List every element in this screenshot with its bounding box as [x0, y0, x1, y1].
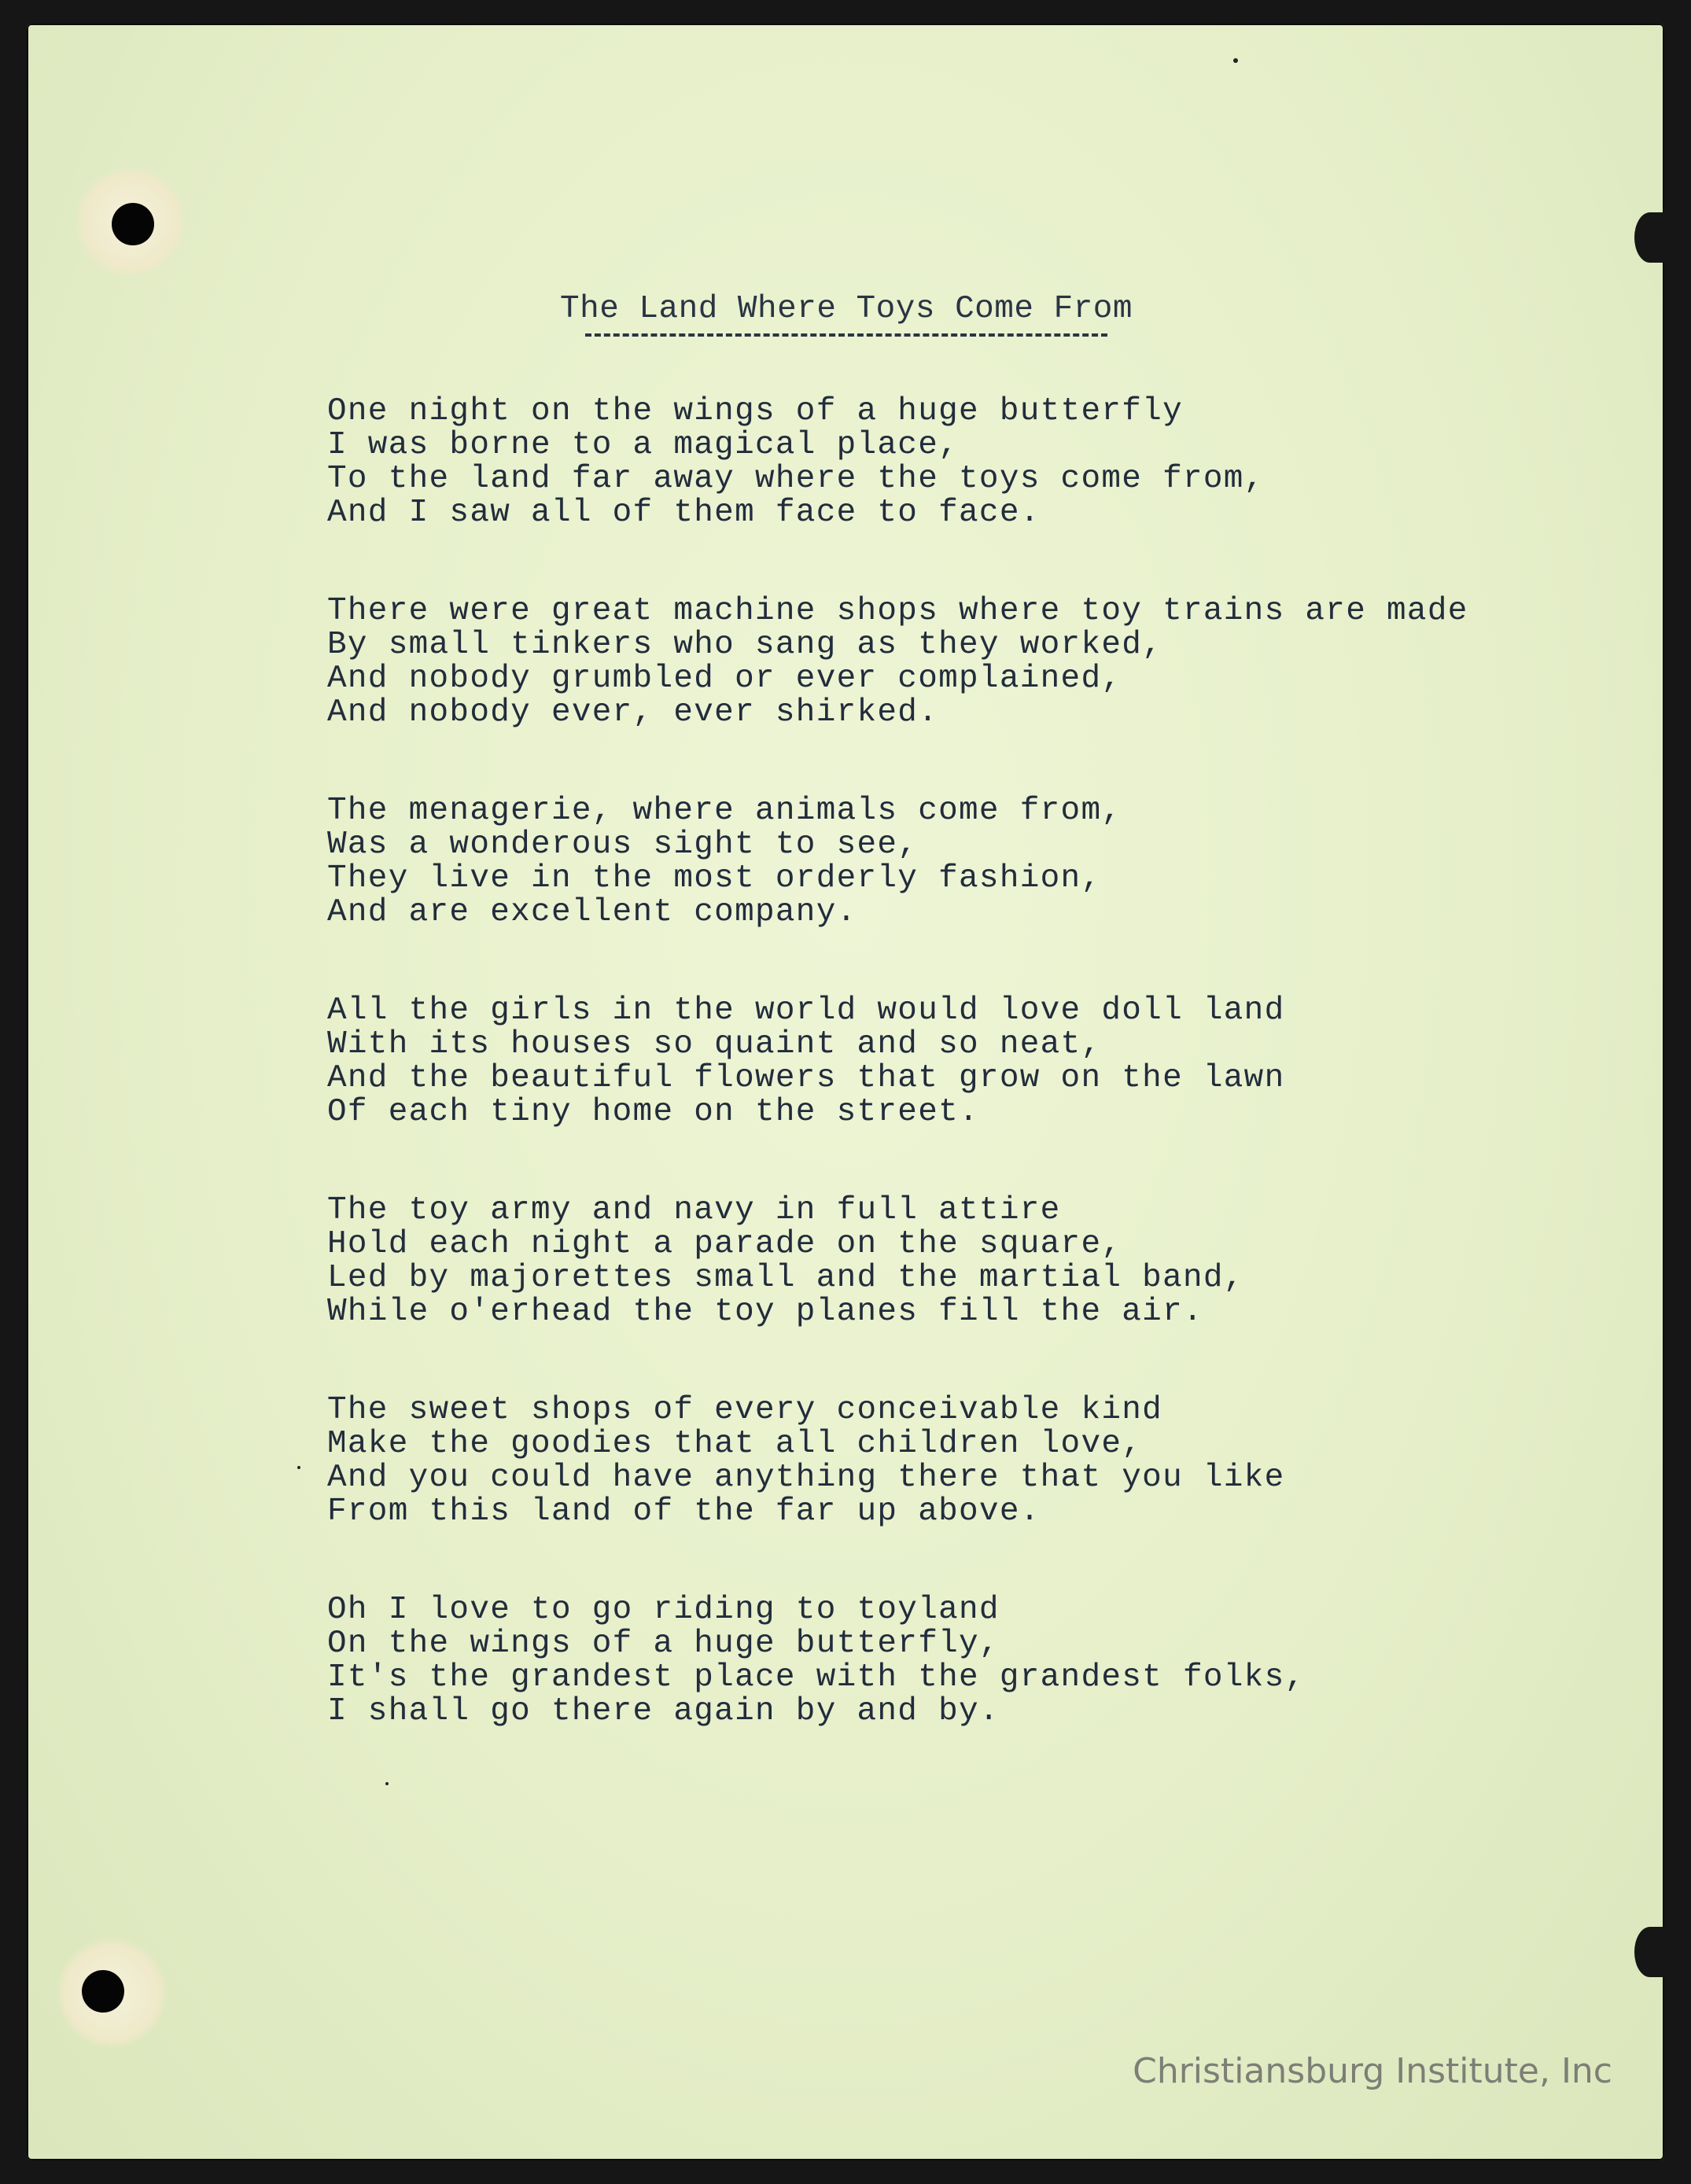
title-underline — [585, 333, 1107, 337]
poem-line: Was a wonderous sight to see, — [327, 827, 919, 863]
poem-line: From this land of the far up above. — [327, 1493, 1041, 1530]
stanza-7 — [327, 1593, 1554, 1729]
poem-line: And nobody ever, ever shirked. — [327, 694, 939, 731]
poem-body — [327, 395, 1554, 1793]
typed-page — [27, 24, 1664, 2160]
poem-line: And nobody grumbled or ever complained, — [327, 661, 1122, 697]
poem-line: The toy army and navy in full attire — [327, 1192, 1061, 1228]
poem-line: With its houses so quaint and so neat, — [327, 1026, 1102, 1063]
punch-hole-bottom — [82, 1970, 124, 2013]
poem-line: Hold each night a parade on the square, — [327, 1226, 1122, 1262]
paper-edge-tear-bottom — [1634, 1927, 1666, 1977]
poem-line: I was borne to a magical place, — [327, 427, 960, 463]
ink-speck — [297, 1466, 300, 1469]
poem-title: The Land Where Toys Come From — [559, 291, 1133, 327]
poem-line: It's the grandest place with the grandest folks, — [327, 1659, 1306, 1696]
poem-line: There were great machine shops where toy trains are made — [327, 593, 1468, 629]
poem-line: To the land far away where the toys come from, — [327, 461, 1265, 497]
stanza-4 — [327, 994, 1554, 1129]
ink-speck — [1233, 58, 1238, 63]
stanza-1 — [327, 395, 1554, 530]
poem-line: And are excellent company. — [327, 894, 857, 930]
stanza-3 — [327, 794, 1554, 930]
paper-edge-tear-top — [1634, 212, 1666, 263]
archive-watermark: Christiansburg Institute, Inc — [1133, 2051, 1612, 2091]
poem-line: The menagerie, where animals come from, — [327, 793, 1122, 829]
poem-line: Make the goodies that all children love, — [327, 1426, 1143, 1462]
poem-line: And I saw all of them face to face. — [327, 495, 1041, 531]
poem-line: I shall go there again by and by. — [327, 1693, 1000, 1729]
poem-line: And the beautiful flowers that grow on the lawn — [327, 1060, 1285, 1096]
poem-line: The sweet shops of every conceivable kind — [327, 1392, 1163, 1428]
poem-line: They live in the most orderly fashion, — [327, 860, 1102, 897]
poem-line: Oh I love to go riding to toyland — [327, 1592, 1000, 1628]
poem-line: While o'erhead the toy planes fill the air. — [327, 1294, 1203, 1330]
stanza-6 — [327, 1394, 1554, 1529]
poem-title-block — [547, 291, 1145, 337]
poem-line: By small tinkers who sang as they worked, — [327, 627, 1163, 663]
stanza-2 — [327, 595, 1554, 730]
stanza-5 — [327, 1194, 1554, 1329]
poem-line: On the wings of a huge butterfly, — [327, 1626, 1000, 1662]
poem-line: All the girls in the world would love doll land — [327, 993, 1285, 1029]
poem-line: One night on the wings of a huge butterfly — [327, 393, 1183, 429]
poem-line: Led by majorettes small and the martial band, — [327, 1260, 1244, 1296]
punch-hole-top — [112, 203, 154, 245]
poem-line: Of each tiny home on the street. — [327, 1094, 979, 1130]
poem-line: And you could have anything there that you like — [327, 1460, 1285, 1496]
